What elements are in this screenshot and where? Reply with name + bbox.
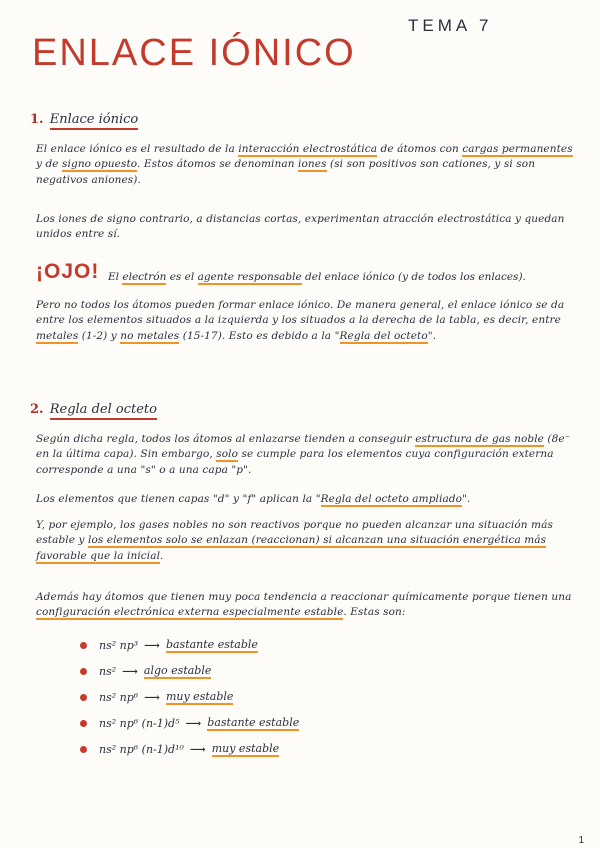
list-item — [80, 684, 500, 710]
stability-label: muy estable — [211, 741, 280, 755]
bullet-icon — [80, 668, 87, 675]
text: El enlace iónico es el resultado de la — [36, 143, 239, 155]
text: Pero no todos los átomos pueden formar enlace iónico. De manera general, el enlace iónico se da entre los elementos situados a la izquierda y los situados a la derecha de la tabla, es decir, entre — [36, 299, 565, 327]
highlight: configuración electrónica externa especialmente estable — [36, 606, 344, 619]
highlight: electrón — [122, 271, 167, 283]
bullet-icon — [80, 720, 87, 727]
arrow-right-icon: ⟶ — [189, 742, 206, 756]
stable-configurations-list — [80, 632, 500, 762]
highlight: agente responsable — [197, 271, 302, 283]
list-item — [80, 710, 500, 736]
highlight: signo opuesto — [62, 158, 138, 171]
electron-config: ns² — [99, 664, 117, 678]
highlight: estructura de gas noble — [415, 433, 544, 445]
electron-config: ns² np⁶ (n-1)d¹⁰ — [99, 742, 184, 756]
stability-label: muy estable — [165, 689, 234, 703]
text: (15-17). Esto es debido a la " — [179, 329, 340, 342]
text: Y, por ejemplo, los gases nobles no son reactivos porque no pueden alcanzar una situación más estable y — [36, 519, 553, 547]
text: . — [160, 549, 164, 562]
list-item — [80, 632, 500, 658]
text: (si son positivos son cationes, y si son negativos aniones). — [36, 158, 536, 186]
highlight: cargas permanentes — [462, 143, 573, 155]
arrow-right-icon: ⟶ — [185, 716, 202, 730]
text: El — [108, 271, 123, 283]
section-2-paragraph-3 — [36, 518, 576, 564]
text: Los elementos que tienen capas "d" y "f" aplican la " — [36, 493, 321, 505]
stability-label: bastante estable — [165, 637, 258, 651]
topic-label: TEMA 7 — [408, 16, 493, 35]
list-item — [80, 736, 500, 762]
arrow-right-icon: ⟶ — [144, 690, 160, 704]
section-1-paragraph-1 — [36, 142, 576, 188]
bullet-icon — [80, 746, 87, 753]
section-2-paragraph-2 — [36, 492, 576, 507]
ojo-warning: ¡OJO! — [36, 260, 100, 283]
electron-config: ns² np⁶ (n-1)d⁵ — [99, 716, 180, 730]
section-2-heading — [30, 402, 157, 417]
highlight: los elementos solo se enlazan (reaccionan) si alcanzan una situación energética más favorable que la inicial — [36, 534, 547, 562]
section-2-number: 2. — [30, 402, 44, 417]
section-1-heading — [30, 112, 138, 127]
text: Además hay átomos que tienen muy poca tendencia a reaccionar químicamente porque tienen una — [36, 591, 572, 603]
stability-label: bastante estable — [207, 715, 300, 729]
text: del enlace iónico (y de todos los enlaces). — [301, 271, 526, 283]
list-item — [80, 658, 500, 684]
bullet-icon — [80, 642, 87, 649]
text: . Estas son: — [343, 606, 406, 619]
page-title: ENLACE IÓNICO — [32, 32, 356, 74]
text: Según dicha regla, todos los átomos al enlazarse tienden a conseguir — [36, 433, 416, 445]
text: y de — [36, 158, 63, 171]
section-1-paragraph-3 — [36, 298, 576, 344]
text: es el — [166, 271, 198, 283]
text: se cumple para los elementos cuya configuración externa corresponde a una "s" o a una capa "p". — [36, 448, 554, 476]
section-2-paragraph-1 — [36, 432, 576, 478]
section-2-title: Regla del octeto — [50, 402, 157, 420]
ojo-text — [108, 271, 588, 283]
electron-config: ns² np³ — [99, 638, 139, 652]
bullet-icon — [80, 694, 87, 701]
section-1-title: Enlace iónico — [50, 112, 139, 130]
electron-config: ns² np⁶ — [99, 690, 139, 704]
page-number: 1 — [578, 835, 584, 846]
section-1-number: 1. — [30, 112, 44, 127]
text: de átomos con — [377, 143, 463, 155]
highlight: iones — [298, 158, 327, 171]
highlight: no metales — [120, 329, 180, 342]
text: (8e⁻ en la última capa). Sin embargo, — [36, 433, 571, 461]
highlight: solo — [216, 448, 239, 461]
highlight: interacción electrostática — [238, 143, 378, 155]
text: . Estos átomos se denominan — [137, 158, 299, 171]
stability-label: algo estable — [143, 663, 212, 677]
arrow-right-icon: ⟶ — [144, 638, 160, 652]
highlight: Regla del octeto — [339, 329, 428, 342]
text: (1-2) y — [78, 329, 121, 342]
section-2-paragraph-4 — [36, 590, 576, 621]
text: ". — [462, 493, 471, 505]
text: ". — [427, 329, 437, 342]
arrow-right-icon: ⟶ — [122, 664, 138, 678]
section-1-paragraph-2: Los iones de signo contrario, a distancias cortas, experimentan atracción electrostática y quedan unidos entre sí. — [36, 213, 565, 241]
highlight: Regla del octeto ampliado — [320, 493, 463, 505]
highlight: metales — [36, 329, 79, 342]
